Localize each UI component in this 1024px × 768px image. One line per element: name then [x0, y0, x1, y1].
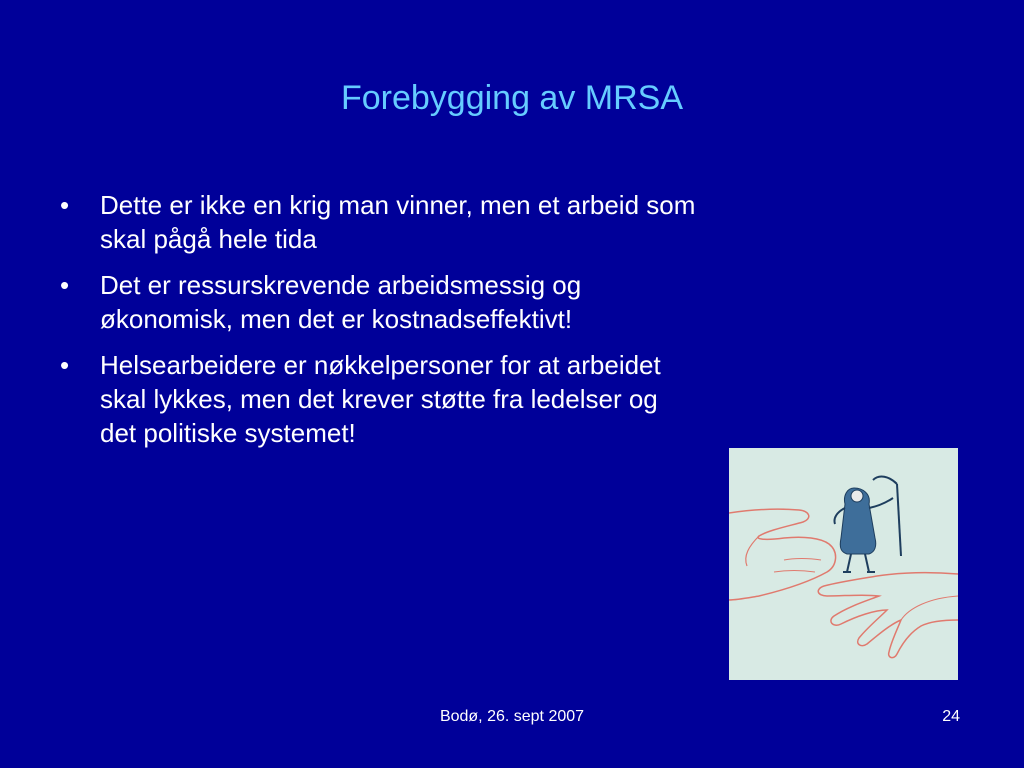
footer-date: Bodø, 26. sept 2007: [439, 708, 585, 725]
bullet-symbol: •: [60, 270, 70, 300]
bullet-item: [60, 268, 700, 336]
bullet-text: Dette er ikke en krig man vinner, men et arbeid som skal pågå hele tida: [100, 190, 696, 254]
bullet-symbol: •: [60, 350, 70, 380]
hands-illustration-icon: [729, 448, 958, 680]
bullet-symbol: •: [60, 190, 70, 220]
page-number: 24: [942, 708, 960, 725]
bullet-text: Det er ressurskrevende arbeidsmessig og økonomisk, men det er kostnadseffektivt!: [100, 270, 582, 334]
slide-title: Forebygging av MRSA: [340, 79, 684, 117]
bullet-item: [60, 348, 700, 450]
bullet-list: [60, 188, 700, 462]
bullet-text: Helsearbeidere er nøkkelpersoner for at arbeidet skal lykkes, men det krever støtte fra ledelser og det politiske systemet!: [100, 350, 661, 448]
hands-with-grim-reaper-illustration: [729, 448, 958, 680]
bullet-item: [60, 188, 700, 256]
